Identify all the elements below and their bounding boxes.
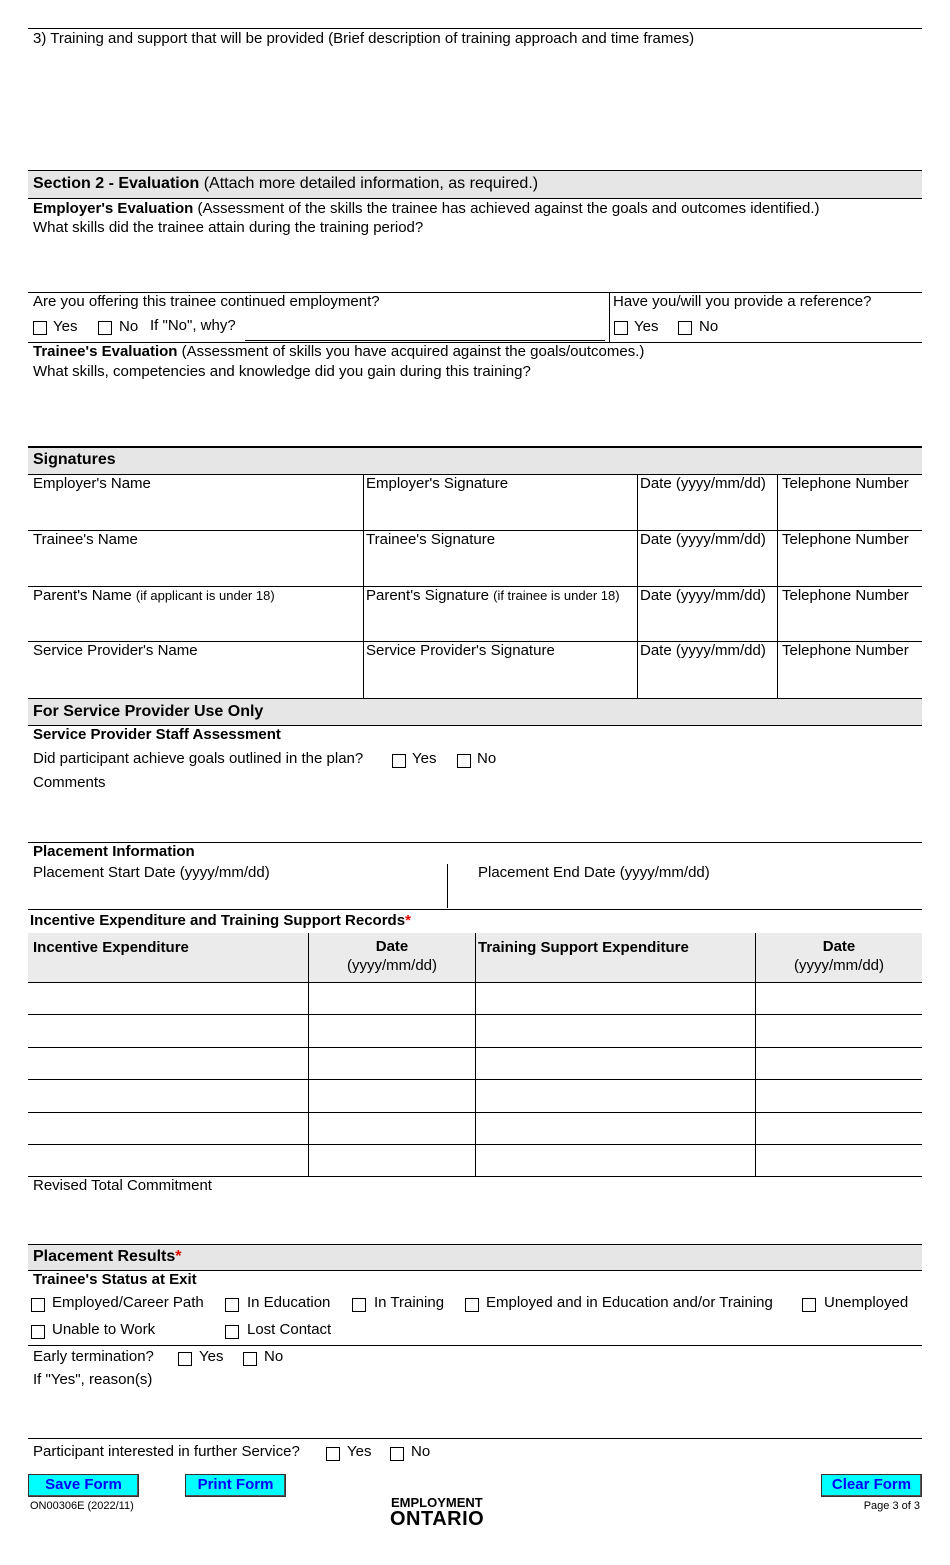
clear-form-button[interactable]: Clear Form	[821, 1474, 922, 1497]
incentive-date-cell[interactable]	[312, 1050, 472, 1076]
status-unemployed-checkbox[interactable]	[802, 1298, 816, 1312]
col-date-2-format: (yyyy/mm/dd)	[794, 957, 884, 974]
signature-row-signature-label: Trainee's Signature	[366, 531, 496, 548]
placement-start-label: Placement Start Date (yyyy/mm/dd)	[33, 864, 270, 881]
revised-total-label: Revised Total Commitment	[33, 1177, 212, 1194]
expenditure-title: Incentive Expenditure and Training Support Records	[30, 912, 406, 929]
employer-eval-title: Employer's Evaluation	[33, 200, 194, 217]
status-option-label: Employed/Career Path	[52, 1294, 204, 1311]
yes-label: Yes	[53, 318, 78, 335]
yes-label: Yes	[347, 1443, 372, 1460]
signatures-title: Signatures	[33, 451, 116, 468]
logo-line-1: EMPLOYMENT	[391, 1495, 483, 1510]
employer-eval-question: What skills did the trainee attain during the training period?	[33, 219, 424, 236]
incentive-date-cell[interactable]	[312, 985, 472, 1011]
signature-row-name-label: Employer's Name	[33, 475, 151, 492]
goals-question: Did participant achieve goals outlined in the plan?	[33, 750, 364, 767]
trainee-eval-field[interactable]	[30, 384, 920, 444]
placement-end-label: Placement End Date (yyyy/mm/dd)	[478, 864, 710, 881]
signature-row-date-input[interactable]	[640, 552, 774, 584]
revised-total-input[interactable]	[30, 1198, 920, 1220]
signatures-header	[28, 448, 922, 474]
signature-row-name-label: Trainee's Name	[33, 531, 138, 548]
placement-info-title: Placement Information	[33, 843, 195, 860]
signature-row-date-label: Date (yyyy/mm/dd)	[640, 587, 766, 604]
placement-start-input[interactable]	[30, 884, 440, 906]
goals-yes-checkbox[interactable]	[392, 754, 406, 768]
signature-row-phone-label: Telephone Number	[782, 475, 909, 492]
training-support-date-cell[interactable]	[758, 1017, 919, 1043]
incentive-expenditure-cell[interactable]	[31, 1082, 305, 1108]
status-employed-career-checkbox[interactable]	[31, 1298, 45, 1312]
signature-row-phone-input[interactable]	[780, 608, 920, 639]
employer-eval-field[interactable]	[30, 240, 920, 290]
continued-employment-yes-checkbox[interactable]	[33, 321, 47, 335]
no-label: No	[411, 1443, 431, 1460]
page-number: Page 3 of 3	[863, 1500, 920, 1512]
signature-row-date-label: Date (yyyy/mm/dd)	[640, 531, 766, 548]
comments-label: Comments	[33, 774, 106, 791]
logo-line-2: ONTARIO	[390, 1508, 485, 1530]
further-service-no-checkbox[interactable]	[390, 1447, 404, 1461]
early-termination-question: Early termination?	[33, 1348, 154, 1365]
status-option-label: In Training	[374, 1294, 445, 1311]
status-in-education-checkbox[interactable]	[225, 1298, 239, 1312]
form-number: ON00306E (2022/11)	[30, 1500, 134, 1512]
reference-question: Have you/will you provide a reference?	[613, 293, 872, 310]
if-yes-reasons-label: If "Yes", reason(s)	[33, 1371, 153, 1388]
signature-row-name-input[interactable]	[30, 552, 360, 584]
status-option-label: Unable to Work	[52, 1321, 156, 1338]
incentive-expenditure-cell[interactable]	[31, 1147, 305, 1173]
signature-row-name-input[interactable]	[30, 663, 360, 696]
status-option-label: Employed and in Education and/or Training	[486, 1294, 773, 1311]
further-service-yes-checkbox[interactable]	[326, 1447, 340, 1461]
signature-row-date-input[interactable]	[640, 608, 774, 639]
trainee-eval-question: What skills, competencies and knowledge did you gain during this training?	[33, 363, 531, 380]
signature-row-signature-field[interactable]	[366, 552, 634, 584]
training-support-cell[interactable]	[478, 1147, 752, 1173]
incentive-expenditure-cell[interactable]	[31, 985, 305, 1011]
training-support-date-cell[interactable]	[758, 1147, 919, 1173]
signature-row-phone-label: Telephone Number	[782, 531, 909, 548]
signature-row-signature-field[interactable]	[366, 663, 634, 696]
comments-field[interactable]	[30, 795, 920, 839]
signature-row-signature-label: Service Provider's Signature	[366, 642, 555, 659]
col-date-1-format: (yyyy/mm/dd)	[347, 957, 437, 974]
status-at-exit-title: Trainee's Status at Exit	[33, 1271, 197, 1288]
required-asterisk: *	[405, 912, 411, 929]
signature-row-date-input[interactable]	[640, 496, 774, 528]
status-in-training-checkbox[interactable]	[352, 1298, 366, 1312]
col-date-1: Date	[375, 938, 409, 955]
signature-row-signature-label: Employer's Signature	[366, 475, 509, 492]
incentive-expenditure-cell[interactable]	[31, 1115, 305, 1141]
incentive-expenditure-cell[interactable]	[31, 1017, 305, 1043]
signature-row-name-input[interactable]	[30, 496, 360, 528]
placement-results-title: Placement Results	[33, 1248, 176, 1265]
further-service-question: Participant interested in further Service?	[33, 1443, 300, 1460]
status-option-label: Lost Contact	[247, 1321, 332, 1338]
reference-yes-checkbox[interactable]	[614, 321, 628, 335]
signature-row-date-input[interactable]	[640, 663, 774, 696]
signature-row-date-label: Date (yyyy/mm/dd)	[640, 642, 766, 659]
incentive-date-cell[interactable]	[312, 1017, 472, 1043]
reference-no-checkbox[interactable]	[678, 321, 692, 335]
training-support-date-cell[interactable]	[758, 1050, 919, 1076]
signature-row-phone-label: Telephone Number	[782, 642, 909, 659]
trainee-eval-note: (Assessment of skills you have acquired against the goals/outcomes.)	[181, 343, 645, 360]
section2-title: Section 2 - Evaluation	[33, 175, 200, 192]
early-termination-no-checkbox[interactable]	[243, 1352, 257, 1366]
training-support-cell[interactable]	[478, 1050, 752, 1076]
signature-row-date-label: Date (yyyy/mm/dd)	[640, 475, 766, 492]
signature-row-signature-field[interactable]	[366, 496, 634, 528]
no-label: No	[699, 318, 719, 335]
signature-row-phone-label: Telephone Number	[782, 587, 909, 604]
provider-use-title: For Service Provider Use Only	[33, 703, 264, 720]
continued-employment-no-checkbox[interactable]	[98, 321, 112, 335]
signature-row-signature-label: Parent's Signature (if trainee is under 18)	[366, 587, 620, 604]
employer-eval-note: (Assessment of the skills the trainee has achieved against the goals and outcomes identified.)	[197, 200, 820, 217]
early-termination-yes-checkbox[interactable]	[178, 1352, 192, 1366]
status-lost-contact-checkbox[interactable]	[225, 1325, 239, 1339]
incentive-date-cell[interactable]	[312, 1115, 472, 1141]
signature-row-name-label: Parent's Name (if applicant is under 18)	[33, 587, 275, 604]
signature-row-name-label: Service Provider's Name	[33, 642, 198, 659]
trainee-eval-title: Trainee's Evaluation	[33, 343, 178, 360]
no-label: No	[264, 1348, 284, 1365]
yes-label: Yes	[634, 318, 659, 335]
incentive-expenditure-cell[interactable]	[31, 1050, 305, 1076]
if-no-why-input[interactable]	[245, 318, 605, 338]
no-label: No	[477, 750, 497, 767]
status-employed-and-education-checkbox[interactable]	[465, 1298, 479, 1312]
yes-label: Yes	[412, 750, 437, 767]
staff-assessment-title: Service Provider Staff Assessment	[33, 726, 281, 743]
print-form-button[interactable]: Print Form	[185, 1474, 286, 1497]
signature-row-signature-field[interactable]	[366, 608, 634, 639]
training-support-field[interactable]	[30, 50, 920, 168]
incentive-date-cell[interactable]	[312, 1082, 472, 1108]
status-option-label: In Education	[247, 1294, 331, 1311]
placement-end-input[interactable]	[452, 884, 920, 906]
training-support-cell[interactable]	[478, 1082, 752, 1108]
employment-ontario-logo	[385, 1496, 495, 1530]
yes-label: Yes	[199, 1348, 224, 1365]
training-support-label: 3) Training and support that will be provided (Brief description of training approach and time frames)	[33, 30, 695, 47]
status-option-label: Unemployed	[824, 1294, 909, 1311]
training-support-date-cell[interactable]	[758, 985, 919, 1011]
required-asterisk: *	[175, 1248, 182, 1265]
goals-no-checkbox[interactable]	[457, 754, 471, 768]
save-form-button[interactable]: Save Form	[28, 1474, 139, 1497]
no-label: No	[119, 318, 139, 335]
training-support-cell[interactable]	[478, 1017, 752, 1043]
signature-row-phone-input[interactable]	[780, 496, 920, 528]
incentive-date-cell[interactable]	[312, 1147, 472, 1173]
if-no-why-label: If "No", why?	[150, 317, 236, 334]
signature-row-phone-input[interactable]	[780, 552, 920, 584]
continued-employment-question: Are you offering this trainee continued employment?	[33, 293, 380, 310]
training-support-date-cell[interactable]	[758, 1115, 919, 1141]
col-date-2: Date	[822, 938, 856, 955]
training-support-date-cell[interactable]	[758, 1082, 919, 1108]
training-support-cell[interactable]	[478, 1115, 752, 1141]
early-termination-reasons-field[interactable]	[30, 1392, 920, 1436]
signature-row-phone-input[interactable]	[780, 663, 920, 696]
col-incentive-expenditure: Incentive Expenditure	[33, 939, 189, 956]
status-unable-to-work-checkbox[interactable]	[31, 1325, 45, 1339]
signature-row-name-input[interactable]	[30, 608, 360, 639]
training-support-cell[interactable]	[478, 985, 752, 1011]
section2-note: (Attach more detailed information, as required.)	[203, 175, 539, 192]
col-training-support-expenditure: Training Support Expenditure	[478, 939, 689, 956]
